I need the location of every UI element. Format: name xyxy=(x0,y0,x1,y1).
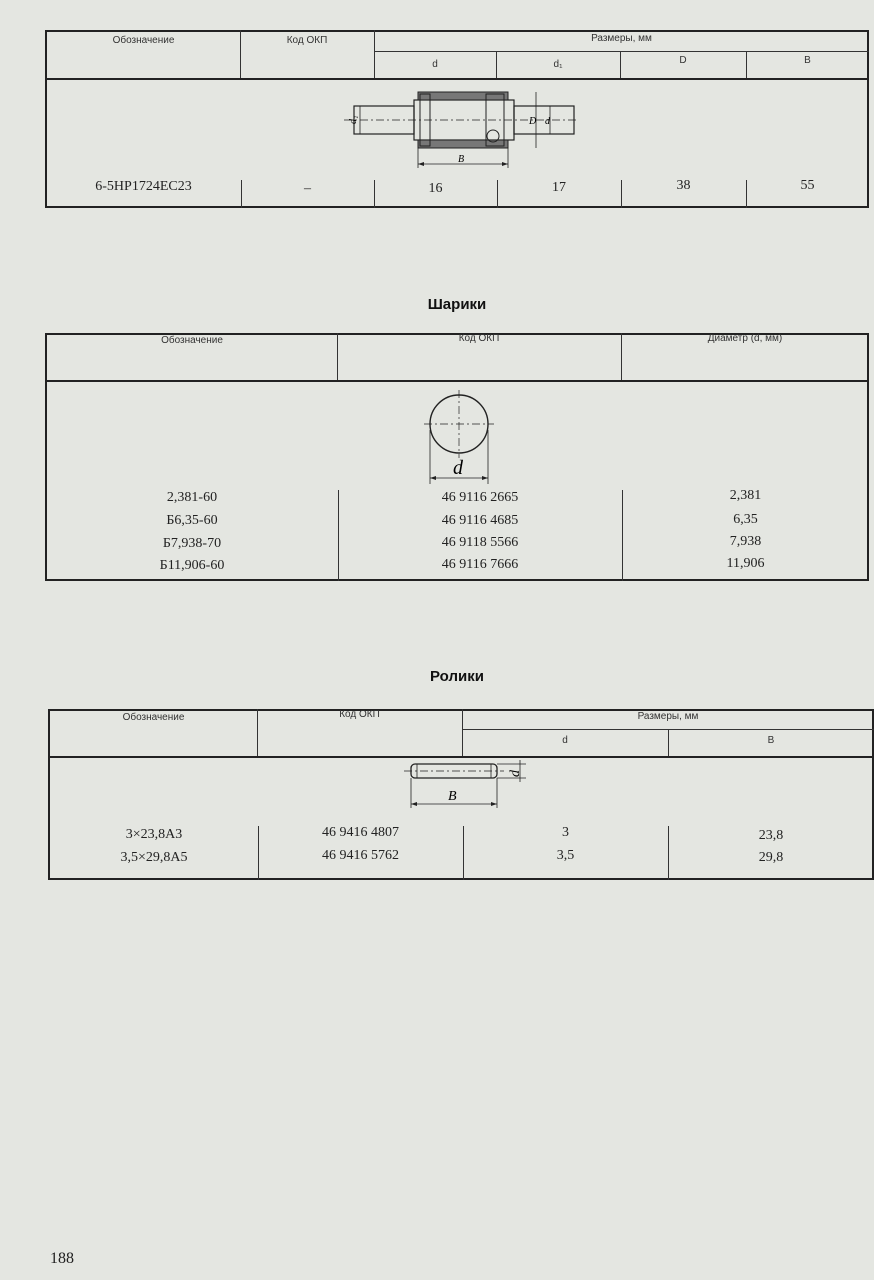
roller-okp-2: 46 9416 5762 xyxy=(322,848,399,863)
roller-designation-2: 3,5×29,8А5 xyxy=(120,850,188,865)
roller-diagram xyxy=(404,758,534,814)
header-designation: Обозначение xyxy=(112,35,175,46)
ball-designation-1: 2,381-60 xyxy=(166,490,218,505)
section-title-balls: Шарики xyxy=(427,296,487,313)
ball-diameter-4: 11,906 xyxy=(726,556,765,571)
ball-okp-3: 46 9118 5566 xyxy=(441,535,519,550)
section-title-rollers: Ролики xyxy=(430,668,484,685)
label-d: d xyxy=(545,116,550,127)
label-d: d xyxy=(453,457,463,479)
header-designation: Обозначение xyxy=(161,335,223,346)
roller-okp-1: 46 9416 4807 xyxy=(322,825,399,840)
ball-designation-3: Б7,938-70 xyxy=(162,536,222,551)
label-d1: d₁ xyxy=(348,115,359,124)
header-d1: d₁ xyxy=(553,59,563,70)
ball-designation-4: Б11,906-60 xyxy=(159,558,225,573)
label-B: B xyxy=(458,154,465,165)
header-designation: Обозначение xyxy=(122,712,185,723)
roller-d-1: 3 xyxy=(562,825,569,840)
label-d: d xyxy=(508,770,523,777)
header-diameter: Диаметр (d, мм) xyxy=(707,333,783,344)
header-d: d xyxy=(432,59,438,70)
ball-okp-1: 46 9116 2665 xyxy=(441,490,519,505)
bearing-designation: 6-5НР1724ЕС23 xyxy=(95,179,192,194)
header-B: B xyxy=(767,735,775,746)
label-B: B xyxy=(448,789,457,804)
header-okp-code: Код ОКП xyxy=(286,35,328,46)
divider xyxy=(374,51,869,52)
page-number: 188 xyxy=(50,1250,74,1267)
bearing-diagram xyxy=(340,84,580,174)
header-okp-code: Код ОКП xyxy=(458,333,500,344)
header-okp-code: Код ОКП xyxy=(339,709,380,720)
ball-diameter-1: 2,381 xyxy=(729,488,762,503)
header-d: d xyxy=(562,735,568,746)
roller-B-2: 29,8 xyxy=(758,850,784,865)
roller-d-2: 3,5 xyxy=(556,848,575,863)
roller-B-1: 23,8 xyxy=(758,828,784,843)
bearing-d: 16 xyxy=(428,181,443,196)
header-D: D xyxy=(679,55,687,66)
header-rule xyxy=(45,380,869,382)
roller-designation-1: 3×23,8А3 xyxy=(125,827,183,842)
header-B: B xyxy=(804,55,811,66)
bearing-B: 55 xyxy=(800,178,815,193)
ball-designation-2: Б6,35-60 xyxy=(166,513,218,528)
header-dimensions: Размеры, мм xyxy=(637,711,699,722)
header-rule xyxy=(45,78,869,80)
bearing-d1: 17 xyxy=(552,180,566,195)
ball-diagram xyxy=(420,390,500,486)
ball-okp-2: 46 9116 4685 xyxy=(441,513,519,528)
bearing-okp-code: – xyxy=(304,181,311,196)
header-dimensions: Размеры, мм xyxy=(591,33,652,44)
bearing-D: 38 xyxy=(676,178,691,193)
label-D: D xyxy=(529,116,537,127)
ball-diameter-2: 6,35 xyxy=(733,512,758,527)
ball-diameter-3: 7,938 xyxy=(729,534,762,549)
ball-okp-4: 46 9116 7666 xyxy=(441,557,519,572)
